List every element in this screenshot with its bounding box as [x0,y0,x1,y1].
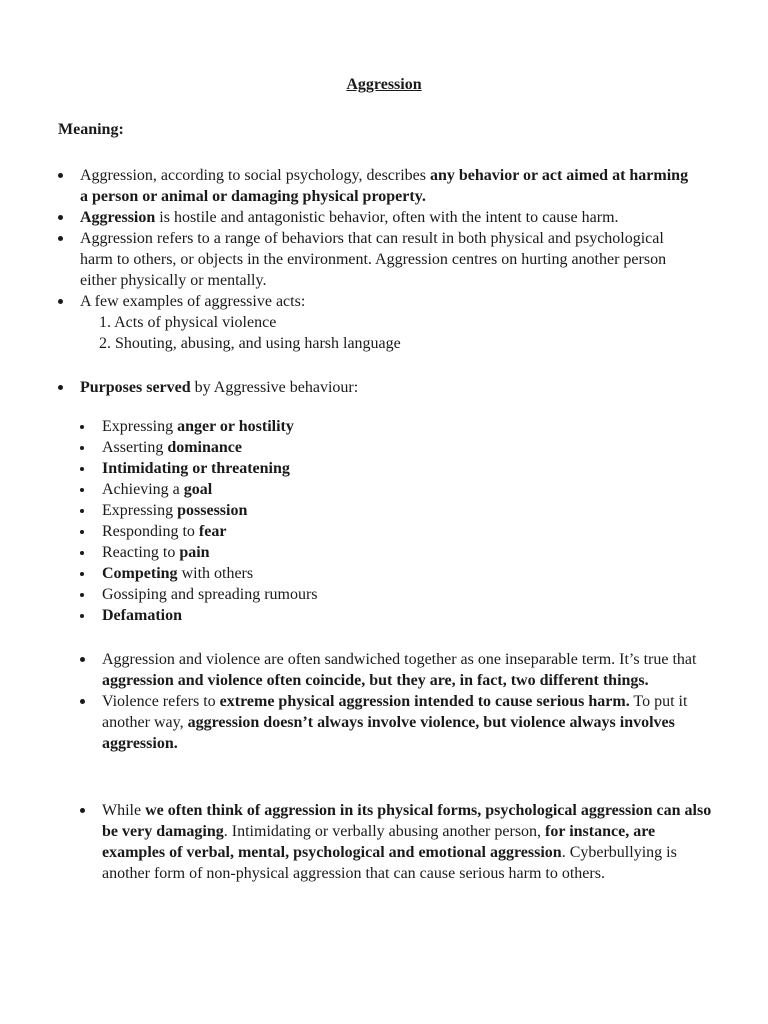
list-item: Aggression and violence are often sandwiched together as one inseparable term. It’s true that aggression and violence often coincide, but they are, in fact, two different things. [80,649,720,691]
text-run: A few examples of aggressive acts: [80,293,306,310]
bold-run: Aggression [80,209,156,226]
example-item: 1. Acts of physical violence [99,314,277,331]
purposes-list [80,416,680,626]
purpose-item: Intimidating or threatening [80,458,680,479]
purpose-item: Achieving a goal [80,479,680,500]
list-item [58,207,698,228]
purpose-item: Gossiping and spreading rumours [80,584,680,605]
purpose-item: Asserting dominance [80,437,680,458]
purposes-heading-list [58,377,698,398]
purpose-item: Expressing anger or hostility [80,416,680,437]
document-title: Aggression [346,76,422,93]
purpose-item: Expressing possession [80,500,680,521]
text-run: Aggression refers to a range of behaviors that can result in both physical and psychological harm to others, or objects in the environment. Aggression centres on hurting another person either physically or mentally. [80,230,667,289]
text-run: Aggression, according to social psychology, describes [80,167,430,184]
psychological-list [80,800,720,884]
violence-list [80,649,720,754]
list-item [58,228,698,291]
text-run: is hostile and antagonistic behavior, often with the intent to cause harm. [155,209,619,226]
text-run: by Aggressive behaviour: [190,379,359,396]
example-item: 2. Shouting, abusing, and using harsh language [99,335,401,352]
bold-run: Purposes served [80,379,191,396]
purpose-item: Responding to fear [80,521,680,542]
list-item: While we often think of aggression in its physical forms, psychological aggression can also be very damaging. Intimidating or verbally abusing another person, for instance, are examples of verbal, mental, psychological and emotional aggression. Cyberbullying is another form of non-physical aggression that can cause serious harm to others. [80,800,720,884]
purpose-item: Reacting to pain [80,542,680,563]
list-item [58,291,698,354]
list-item [58,165,698,207]
bold-run: any behavior or act aimed at harming a person or animal or damaging physical property. [80,167,689,205]
list-item [58,377,698,398]
purpose-item: Defamation [80,605,680,626]
list-item: Violence refers to extreme physical aggression intended to cause serious harm. To put it another way, aggression doesn’t always involve violence, but violence always involves aggression. [80,691,720,754]
meaning-list [58,165,698,354]
purpose-item: Competing with others [80,563,680,584]
meaning-heading: Meaning: [58,121,124,138]
